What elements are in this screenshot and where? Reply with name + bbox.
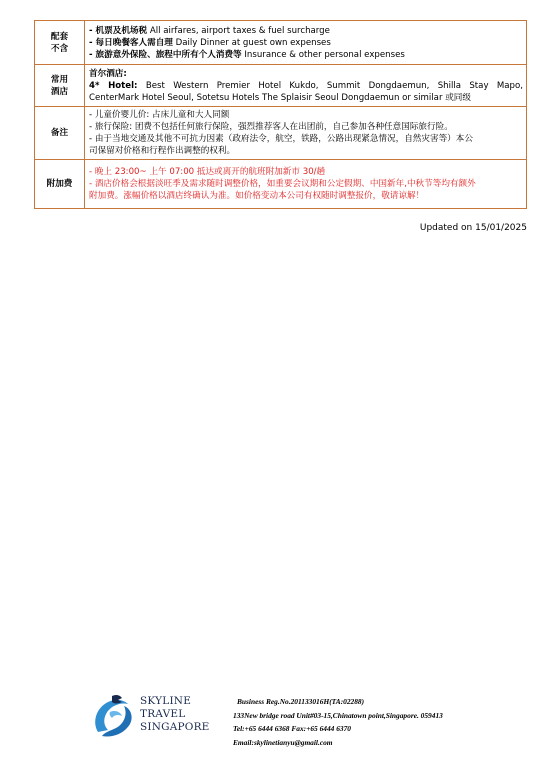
label-line: 备注	[50, 128, 69, 138]
terms-table	[34, 20, 527, 209]
remark-line: - 儿童价婴儿价: 占床儿童和大人同额	[89, 110, 230, 120]
surcharge-content	[85, 160, 527, 209]
company-address: 133New bridge road Unit#03-15,Chinatown point,Singapore. 059413	[233, 710, 443, 720]
hotels-content	[85, 65, 527, 107]
surcharge-line: - 晚上 23:00~ 上午 07:00 抵达或离开的航班附加新市 30/趟	[89, 167, 326, 177]
surcharge-line: 附加费。涨幅价格以酒店终确认为准。如价格变动本公司有权随时调整报价，敬请谅解！	[89, 191, 425, 201]
hotel-list-line: Best Western Premier Hotel Kukdo, Summit Dongdaemun, Shilla Stay Mapo,	[145, 80, 523, 91]
business-reg: Business Reg.No.201133016H(TA:02288)	[237, 697, 365, 706]
brand-line: SINGAPORE	[140, 721, 210, 733]
remark-line: - 由于当地交通及其他不可抗力因素（政府法令，航空，铁路，公路出现紧急情况，自然灾害等）本公	[89, 134, 473, 144]
remarks-content	[85, 107, 527, 160]
brand-name	[140, 695, 210, 734]
row-label	[35, 65, 85, 107]
company-info	[233, 695, 443, 749]
hotel-city-title: 首尔酒店:	[89, 68, 127, 79]
remark-line: - 旅行保险: 团费不包括任何旅行保险，强烈推荐客人在出团前，自己参加各种任意国际旅行险。	[89, 122, 453, 132]
exclusion-zh: - 旅游意外保险、旅程中所有个人消费等	[89, 49, 242, 60]
label-line: 常用	[50, 74, 69, 85]
company-phone: Tel:+65 6444 6368 Fax:+65 6444 6370	[233, 724, 351, 734]
label-line: 酒店	[50, 86, 69, 97]
exclusion-zh: - 机票及机场税	[89, 25, 148, 36]
row-exclusions	[35, 21, 527, 65]
brand-line: SKYLINE	[140, 695, 192, 707]
company-email: Email:skylinetianyu@gmail.com	[233, 737, 333, 747]
skyline-logo-icon	[90, 692, 136, 740]
remark-line: 司保留对价格和行程作出调整的权利。	[89, 146, 236, 156]
exclusion-en: Insurance & other personal expenses	[241, 49, 405, 60]
brand-line: TRAVEL	[140, 708, 186, 720]
label-line: 附加费	[46, 179, 73, 189]
company-footer	[0, 690, 559, 770]
row-label	[35, 107, 85, 160]
hotel-list-line: CenterMark Hotel Seoul, Sotetsu Hotels The Splaisir Seoul Dongdaemun or similar 或同级	[89, 92, 471, 103]
exclusions-content	[85, 21, 527, 65]
exclusion-en: All airfares, airport taxes & fuel surcharge	[147, 25, 330, 36]
exclusion-en: Daily Dinner at guest own expenses	[172, 37, 331, 48]
surcharge-line: - 酒店价格会根据淡旺季及需求随时调整价格，如重要会议期和公定假期、中国新年,中秋节等均有额外	[89, 179, 476, 189]
updated-date: Updated on 15/01/2025	[419, 223, 527, 233]
row-label	[35, 160, 85, 209]
row-hotels	[35, 65, 527, 107]
row-label	[35, 21, 85, 65]
row-surcharge	[35, 160, 527, 209]
hotel-star-label: 4* Hotel:	[89, 80, 138, 91]
exclusion-zh: - 每日晚餐客人需自理	[89, 37, 173, 48]
label-line: 不含	[50, 43, 69, 54]
row-remarks	[35, 107, 527, 160]
label-line: 配套	[50, 31, 69, 42]
